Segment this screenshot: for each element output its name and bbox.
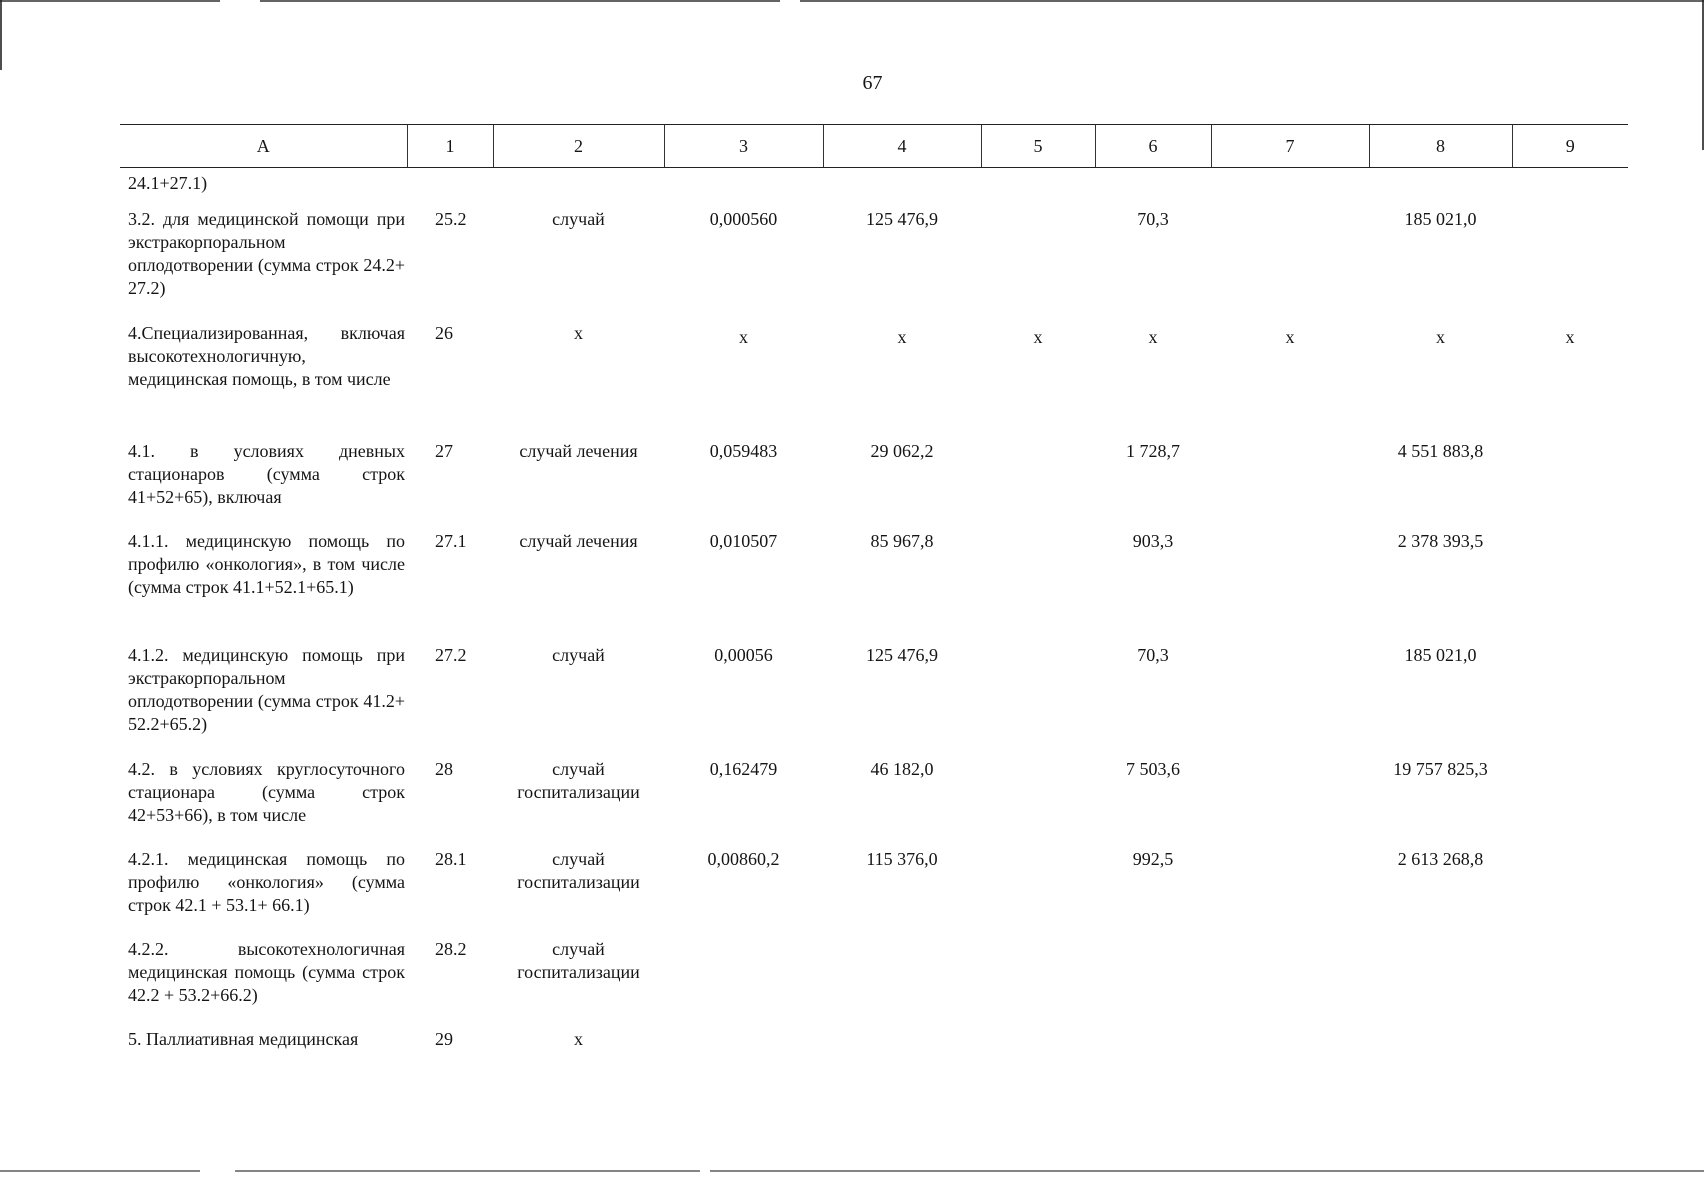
row-label: 4.Специализированная, включая высокотехнологичную, медицинская помощь, в том числе [128,323,405,389]
value-col-5 [981,644,1095,758]
value-col-3: 0,162479 [709,759,778,779]
table-row [120,938,1628,1028]
header-cell-9: 9 [1512,125,1628,168]
value-col-5 [981,440,1095,530]
value-col-9 [1512,644,1628,758]
row-label: 4.2.1. медицинская помощь по профилю «онкология» (сумма строк 42.1 + 53.1+ 66.1) [128,849,405,915]
unit-cell: случай лечения [519,531,638,551]
header-cell-7: 7 [1211,125,1369,168]
value-col-5 [981,938,1095,1028]
value-col-6: 70,3 [1137,209,1169,229]
value-col-8: х [1436,327,1445,347]
row-label: 4.2. в условиях круглосуточного стационара (сумма строк 42+53+66), в том числе [128,759,405,825]
value-col-8: 19 757 825,3 [1393,759,1488,779]
value-col-8: 185 021,0 [1404,645,1477,665]
value-col-3: х [739,327,748,347]
value-col-5 [981,758,1095,848]
value-col-8: 2 613 268,8 [1397,849,1484,869]
value-col-9 [1512,758,1628,848]
value-col-6: х [1148,327,1158,347]
line-number: 25.2 [435,209,467,229]
value-col-5 [981,1028,1095,1068]
value-col-4 [823,168,981,209]
value-col-7 [1211,208,1369,322]
header-cell-4: 4 [823,125,981,168]
table-header-row [120,125,1628,168]
value-col-9 [1512,530,1628,644]
table-row [120,530,1628,644]
value-col-7 [1211,848,1369,938]
line-number [407,168,493,209]
table-row [120,168,1628,209]
value-col-8: 4 551 883,8 [1397,441,1484,461]
unit-cell: случай госпитализации [517,939,640,982]
value-col-6: 70,3 [1137,645,1169,665]
value-col-6: 7 503,6 [1126,759,1180,779]
table-row [120,322,1628,440]
value-col-4: 29 062,2 [870,441,934,461]
value-col-4: 85 967,8 [870,531,934,551]
line-number: 27.2 [435,645,467,665]
unit-cell: случай госпитализации [517,759,640,802]
value-col-3: 0,010507 [709,531,778,551]
value-col-8 [1369,1028,1512,1068]
unit-cell [493,168,664,209]
value-col-8: 2 378 393,5 [1397,531,1484,551]
table-row [120,848,1628,938]
value-col-7 [1211,530,1369,644]
line-number: 27 [435,441,453,461]
header-cell-a: А [120,125,407,168]
value-col-9 [1512,848,1628,938]
unit-cell: х [574,1029,583,1049]
unit-cell: случай госпитализации [517,849,640,892]
line-number: 27.1 [435,531,467,551]
data-table [120,124,1628,1068]
scan-border-bottom [0,1170,1704,1172]
page-number: 67 [862,72,883,94]
value-col-5 [981,208,1095,322]
table-row [120,208,1628,322]
value-col-4: 115 376,0 [866,849,938,869]
value-col-9 [1512,208,1628,322]
row-label: 4.2.2. высокотехнологичная медицинская помощь (сумма строк 42.2 + 53.2+66.2) [128,939,405,1005]
value-col-5 [981,848,1095,938]
value-col-9 [1512,440,1628,530]
table-row [120,1028,1628,1068]
value-col-6: 903,3 [1132,531,1174,551]
value-col-3: 0,00056 [714,645,773,665]
table-row [120,440,1628,530]
header-cell-3: 3 [664,125,823,168]
value-col-3 [664,938,823,1028]
row-label: 4.1. в условиях дневных стационаров (сумма строк 41+52+65), включая [128,441,405,507]
value-col-3: 0,00860,2 [707,849,780,869]
table-row [120,758,1628,848]
value-col-6: 992,5 [1132,849,1174,869]
value-col-4 [823,938,981,1028]
value-col-4 [823,1028,981,1068]
value-col-4: 46 182,0 [870,759,934,779]
row-label: 4.1.2. медицинскую помощь при экстракорпоральном оплодотворении (сумма строк 41.2+ 52.2+65.2) [128,645,405,734]
table-row [120,644,1628,758]
header-cell-5: 5 [981,125,1095,168]
value-col-4: 125 476,9 [866,645,938,665]
value-col-6 [1095,938,1211,1028]
line-number: 28 [435,759,453,779]
value-col-5 [981,168,1095,209]
value-col-7 [1211,168,1369,209]
line-number: 28.1 [435,849,467,869]
value-col-8 [1369,938,1512,1028]
value-col-7 [1211,1028,1369,1068]
line-number: 26 [435,323,453,343]
value-col-7 [1211,758,1369,848]
value-col-5 [981,530,1095,644]
line-number: 29 [435,1029,453,1049]
row-label: 24.1+27.1) [128,173,208,193]
scan-border-top [0,0,1704,2]
value-col-9 [1512,938,1628,1028]
unit-cell: случай [552,209,605,229]
value-col-3 [664,168,823,209]
value-col-6 [1095,168,1211,209]
value-col-4: 125 476,9 [866,209,938,229]
value-col-9 [1512,1028,1628,1068]
value-col-7 [1211,938,1369,1028]
unit-cell: случай [552,645,605,665]
value-col-9: х [1565,327,1575,347]
header-cell-1: 1 [407,125,493,168]
row-label: 3.2. для медицинской помощи при экстракорпоральном оплодотворении (сумма строк 24.2+ 27.2) [128,209,405,298]
value-col-7 [1211,440,1369,530]
value-col-4: х [897,327,907,347]
unit-cell: случай лечения [519,441,638,461]
scan-border-left [0,0,2,70]
value-col-9 [1512,168,1628,209]
value-col-7: х [1285,327,1295,347]
row-label: 5. Паллиативная медицинская [128,1029,359,1049]
value-col-7 [1211,644,1369,758]
value-col-8 [1369,168,1512,209]
header-cell-6: 6 [1095,125,1211,168]
value-col-8: 185 021,0 [1404,209,1477,229]
value-col-3 [664,1028,823,1068]
value-col-3: 0,059483 [709,441,778,461]
header-cell-8: 8 [1369,125,1512,168]
value-col-6: 1 728,7 [1126,441,1180,461]
unit-cell: х [574,323,583,343]
value-col-3: 0,000560 [709,209,778,229]
value-col-6 [1095,1028,1211,1068]
header-cell-2: 2 [493,125,664,168]
line-number: 28.2 [435,939,467,959]
row-label: 4.1.1. медицинскую помощь по профилю «онкология», в том числе (сумма строк 41.1+52.1+65.1) [128,531,405,597]
value-col-5: х [1033,327,1043,347]
